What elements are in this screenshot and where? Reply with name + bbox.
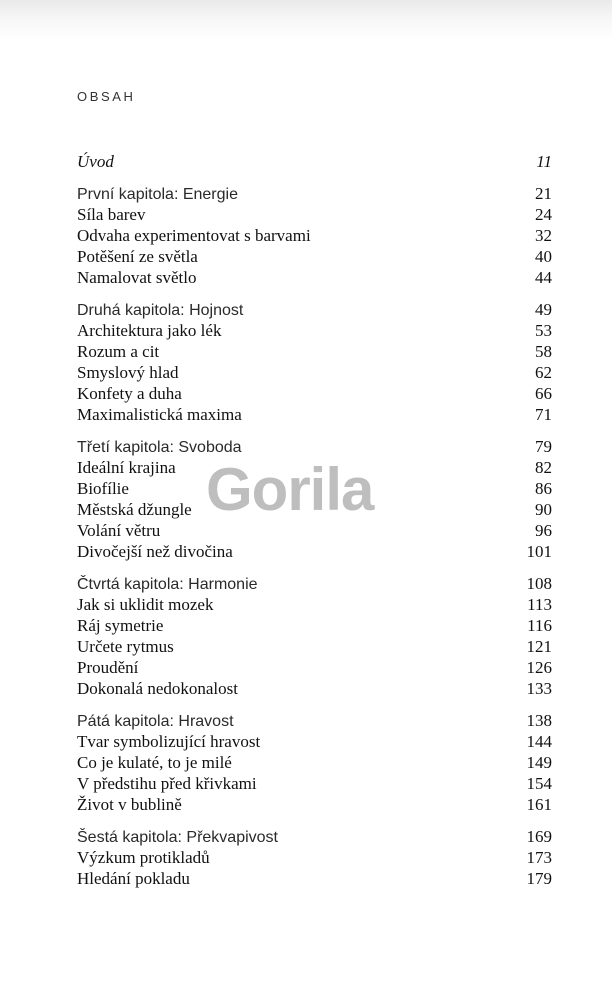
toc-section-title: Rozum a cit: [77, 342, 160, 361]
toc-intro-page: 11: [536, 152, 552, 171]
toc-section-row: [77, 204, 552, 225]
toc-section-row: [77, 478, 552, 499]
toc-section-title: Ráj symetrie: [77, 616, 164, 635]
toc-section-title: Maximalistická maxima: [77, 405, 242, 424]
toc-section-page: 44: [535, 268, 552, 287]
toc-chapter-title: Pátá kapitola: Hravost: [77, 713, 234, 730]
toc-section-page: 144: [526, 732, 552, 751]
toc-chapter-row: [77, 436, 552, 457]
toc-section-page: 161: [526, 795, 552, 814]
toc-section-row: [77, 773, 552, 794]
toc-section-title: Život v bublině: [77, 795, 182, 814]
toc-chapter-title: První kapitola: Energie: [77, 186, 238, 203]
toc-section-row: [77, 225, 552, 246]
toc-section-title: Namalovat světlo: [77, 268, 197, 287]
toc-chapter-row: [77, 183, 552, 204]
watermark-logo: Gorila: [206, 456, 374, 523]
toc-chapter-row: [77, 573, 552, 594]
toc-section-title: Výzkum protikladů: [77, 848, 210, 867]
toc-section-page: 24: [535, 205, 552, 224]
toc-section-page: 179: [526, 869, 552, 888]
toc-section-page: 113: [527, 595, 552, 614]
toc-section-title: V předstihu před křivkami: [77, 774, 257, 793]
toc-section-page: 90: [535, 500, 552, 519]
toc-section-row: [77, 246, 552, 267]
table-of-contents: [77, 151, 552, 889]
toc-section-row: [77, 594, 552, 615]
toc-section-title: Konfety a duha: [77, 384, 182, 403]
toc-chapter-page: 49: [535, 300, 552, 319]
toc-section-title: Co je kulaté, to je milé: [77, 753, 232, 772]
toc-section-page: 40: [535, 247, 552, 266]
toc-section-page: 121: [526, 637, 552, 656]
toc-section-title: Biofílie: [77, 479, 129, 498]
toc-section-title: Divočejší než divočina: [77, 542, 233, 561]
toc-section-page: 66: [535, 384, 552, 403]
toc-chapter-page: 169: [526, 827, 552, 846]
toc-section-row: [77, 541, 552, 562]
toc-section-page: 116: [527, 616, 552, 635]
chapter-spacer: [77, 815, 552, 826]
toc-section-title: Ideální krajina: [77, 458, 176, 477]
toc-section-page: 126: [526, 658, 552, 677]
contents-heading: OBSAH: [77, 89, 136, 104]
toc-section-page: 101: [526, 542, 552, 561]
toc-section-page: 32: [535, 226, 552, 245]
toc-section-title: Odvaha experimentovat s barvami: [77, 226, 311, 245]
toc-intro-row: [77, 151, 552, 172]
toc-section-title: Smyslový hlad: [77, 363, 179, 382]
toc-section-page: 71: [535, 405, 552, 424]
toc-section-row: [77, 794, 552, 815]
toc-section-row: [77, 847, 552, 868]
toc-section-title: Dokonalá nedokonalost: [77, 679, 238, 698]
toc-section-row: [77, 267, 552, 288]
toc-section-row: [77, 678, 552, 699]
toc-section-title: Architektura jako lék: [77, 321, 222, 340]
toc-section-page: 149: [526, 753, 552, 772]
toc-section-title: Volání větru: [77, 521, 161, 540]
toc-section-page: 62: [535, 363, 552, 382]
toc-section-title: Hledání pokladu: [77, 869, 190, 888]
toc-section-page: 82: [535, 458, 552, 477]
toc-section-title: Jak si uklidit mozek: [77, 595, 214, 614]
toc-section-row: [77, 499, 552, 520]
toc-section-title: Určete rytmus: [77, 637, 174, 656]
toc-section-title: Potěšení ze světla: [77, 247, 198, 266]
toc-section-page: 86: [535, 479, 552, 498]
toc-section-title: Městská džungle: [77, 500, 192, 519]
toc-section-title: Proudění: [77, 658, 139, 677]
toc-section-row: [77, 362, 552, 383]
toc-chapter-row: [77, 299, 552, 320]
toc-chapter-page: 108: [526, 574, 552, 593]
toc-section-row: [77, 868, 552, 889]
chapter-spacer: [77, 288, 552, 299]
toc-section-row: [77, 457, 552, 478]
toc-section-row: [77, 636, 552, 657]
toc-section-row: [77, 320, 552, 341]
toc-section-page: 154: [526, 774, 552, 793]
toc-section-row: [77, 520, 552, 541]
toc-chapter-title: Druhá kapitola: Hojnost: [77, 302, 244, 319]
toc-section-row: [77, 657, 552, 678]
toc-chapter-title: Šestá kapitola: Překvapivost: [77, 829, 278, 846]
toc-section-title: Tvar symbolizující hravost: [77, 732, 261, 751]
toc-section-row: [77, 404, 552, 425]
toc-section-row: [77, 615, 552, 636]
toc-chapter-page: 79: [535, 437, 552, 456]
chapter-spacer: [77, 172, 552, 183]
toc-chapter-title: Třetí kapitola: Svoboda: [77, 439, 242, 456]
chapter-spacer: [77, 562, 552, 573]
chapter-spacer: [77, 425, 552, 436]
chapter-spacer: [77, 699, 552, 710]
toc-section-page: 53: [535, 321, 552, 340]
toc-section-page: 173: [526, 848, 552, 867]
toc-section-row: [77, 383, 552, 404]
toc-section-page: 133: [526, 679, 552, 698]
toc-intro-title: Úvod: [77, 152, 114, 171]
toc-chapter-title: Čtvrtá kapitola: Harmonie: [77, 576, 258, 593]
toc-chapter-page: 21: [535, 184, 552, 203]
toc-section-row: [77, 731, 552, 752]
toc-section-row: [77, 341, 552, 362]
toc-section-row: [77, 752, 552, 773]
toc-section-page: 96: [535, 521, 552, 540]
toc-section-page: 58: [535, 342, 552, 361]
toc-chapter-page: 138: [526, 711, 552, 730]
toc-chapter-row: [77, 710, 552, 731]
toc-section-title: Síla barev: [77, 205, 146, 224]
toc-chapter-row: [77, 826, 552, 847]
